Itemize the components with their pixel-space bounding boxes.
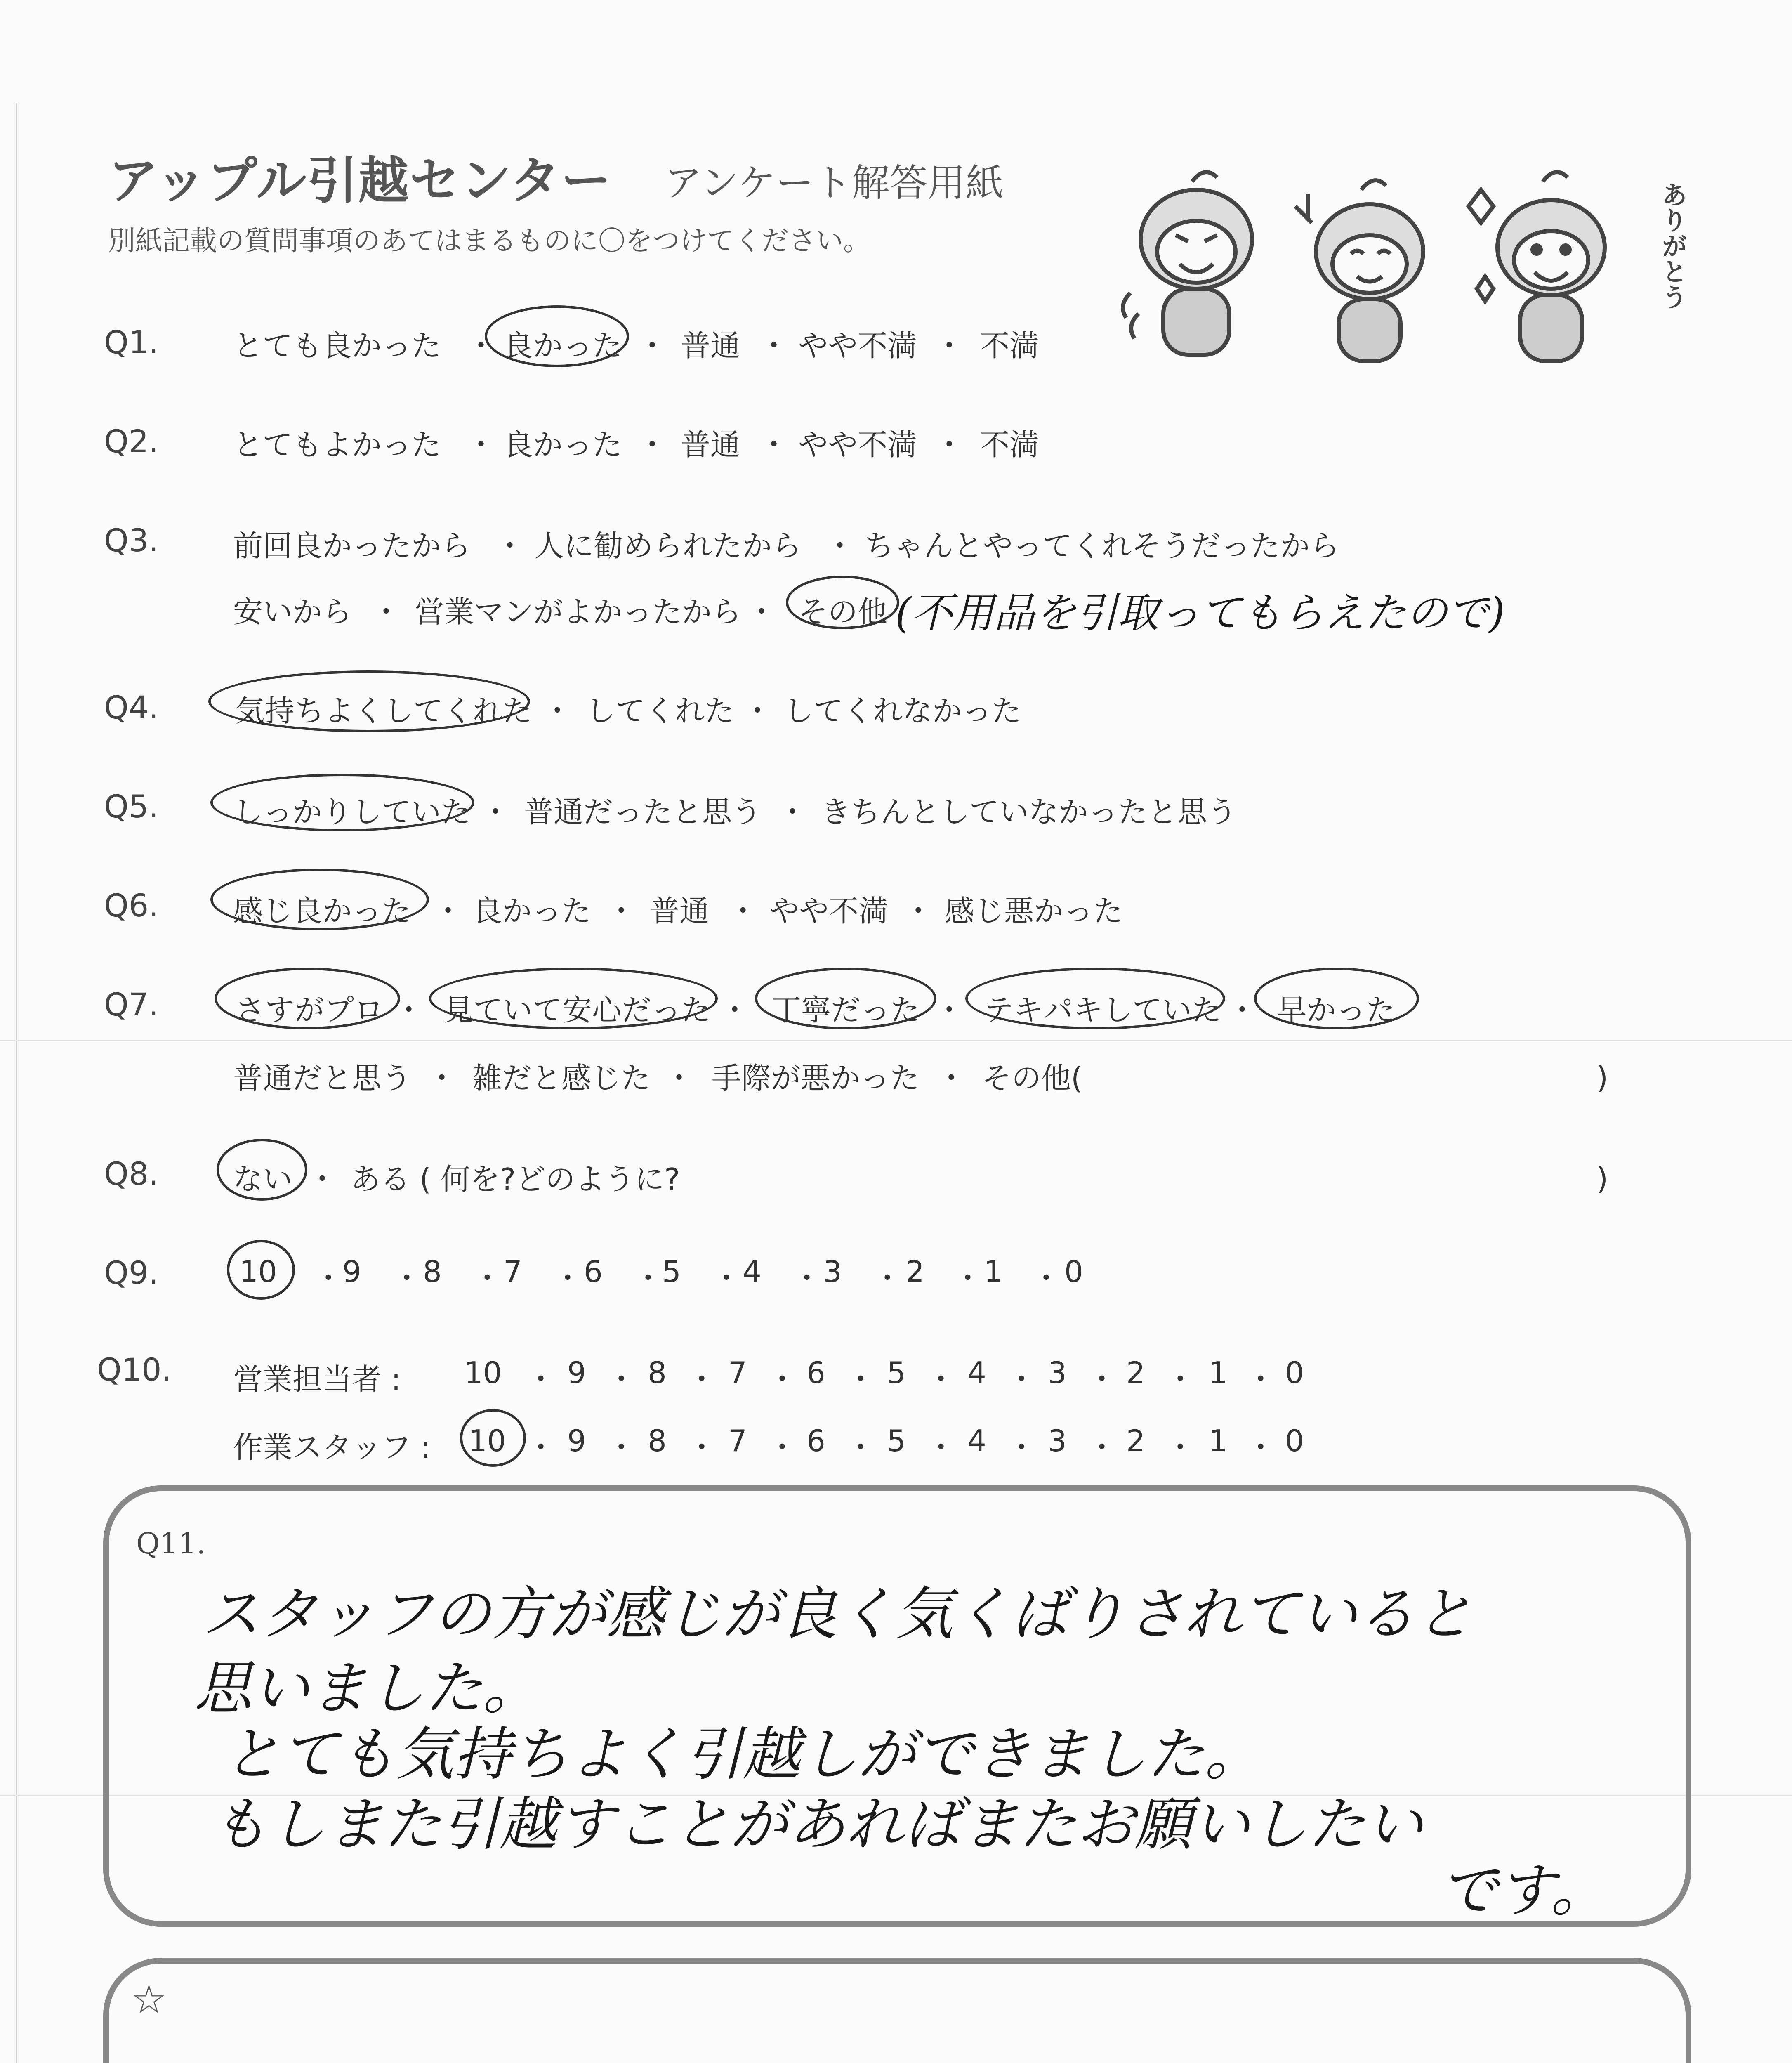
q10-staff-label: 作業スタッフ : — [233, 1430, 431, 1465]
separator-dot: ・ — [466, 427, 496, 462]
q9-scale-value: 6 — [584, 1254, 603, 1289]
q1-label: Q1. — [104, 324, 159, 361]
separator-dot: ・ — [472, 1261, 502, 1296]
selection-circle — [786, 576, 899, 629]
q10-sales-value: 2 — [1126, 1355, 1145, 1390]
scan-edge — [16, 103, 17, 2063]
q9-scale-value: 2 — [905, 1254, 924, 1289]
q4-option: 気持ちよくしてくれた — [235, 694, 533, 728]
fold-line — [0, 1040, 1792, 1041]
separator-dot: ・ — [495, 529, 525, 563]
q10-staff-value: 6 — [806, 1423, 825, 1458]
instruction-text: 別紙記載の質問事項のあてはまるものに〇をつけてください。 — [108, 225, 870, 257]
arigatou-text: ありがとう — [1658, 182, 1688, 309]
separator-dot: ・ — [1031, 1261, 1061, 1296]
q7-option: 雑だと感じた — [472, 1061, 651, 1095]
selection-circle — [215, 968, 400, 1029]
q11-handwritten-line: とても気持ちよく引越しができました。 — [223, 1721, 1263, 1788]
selection-circle — [1254, 968, 1419, 1029]
q8-close-paren: ) — [1596, 1161, 1608, 1196]
selection-circle — [217, 1139, 307, 1201]
q3-other-handwritten: (不用品を引取ってもらえたので) — [895, 589, 1505, 637]
q10-staff-value: 9 — [567, 1423, 586, 1458]
separator-dot: ・ — [637, 427, 667, 462]
q6-option: 良かった — [472, 894, 592, 928]
q1-option: やや不満 — [798, 328, 917, 363]
separator-dot: ・ — [934, 328, 964, 363]
q4-label: Q4. — [104, 689, 159, 726]
q1-option: 不満 — [980, 328, 1040, 363]
q8-label: Q8. — [104, 1155, 159, 1192]
q3-label: Q3. — [104, 522, 159, 559]
q9-scale-value: 0 — [1064, 1254, 1083, 1289]
separator-dot: ・ — [637, 328, 667, 363]
q10-staff-value: 0 — [1285, 1423, 1304, 1458]
separator-dot: ・ — [553, 1261, 583, 1296]
q3-option: 人に勧められたから — [534, 529, 802, 563]
separator-dot: ・ — [872, 1261, 903, 1296]
q11-handwritten-line: もしまた引越すことがあればまたお願いしたい — [210, 1791, 1424, 1858]
q10-label: Q10. — [97, 1351, 172, 1388]
q10-staff-value: 4 — [967, 1423, 986, 1458]
separator-dot: ・ — [926, 1430, 956, 1465]
q6-option: 感じ良かった — [233, 894, 412, 928]
separator-dot: ・ — [743, 694, 773, 728]
q7-option: 普通だと思う — [233, 1061, 412, 1095]
separator-dot: ・ — [606, 1362, 637, 1397]
q7-option: 丁寧だった — [771, 993, 920, 1027]
q7-label: Q7. — [104, 986, 159, 1023]
separator-dot: ・ — [664, 1061, 694, 1095]
separator-dot: ・ — [371, 595, 401, 629]
separator-dot: ・ — [526, 1430, 556, 1465]
q3-option: その他 — [798, 595, 888, 629]
free-comment-box — [103, 1958, 1691, 2063]
q9-scale-value: 5 — [662, 1254, 681, 1289]
monkey-mascots-illustration — [1114, 157, 1691, 388]
separator-dot: ・ — [1246, 1430, 1276, 1465]
q7-option: さすがプロ — [235, 993, 384, 1027]
separator-dot: ・ — [481, 795, 511, 829]
separator-dot: ・ — [466, 328, 496, 363]
separator-dot: ・ — [687, 1362, 717, 1397]
monkey-icon — [1123, 172, 1252, 355]
selection-circle — [485, 305, 629, 367]
monkey-icon — [1469, 172, 1605, 361]
q3-option: ちゃんとやってくれそうだったから — [864, 529, 1340, 563]
separator-dot: ・ — [825, 529, 855, 563]
q1-option: とても良かった — [233, 328, 441, 363]
q10-sales-value: 7 — [728, 1355, 747, 1390]
q4-option: してくれた — [586, 694, 735, 728]
q10-staff-value: 3 — [1048, 1423, 1067, 1458]
q10-staff-value: 2 — [1126, 1423, 1145, 1458]
separator-dot: ・ — [712, 1261, 742, 1296]
form-subtitle: アンケート解答用紙 — [664, 161, 1004, 205]
selection-circle — [208, 670, 533, 732]
q6-option: やや不満 — [769, 894, 889, 928]
q11-label: Q11. — [136, 1527, 206, 1560]
separator-dot: ・ — [846, 1362, 876, 1397]
separator-dot: ・ — [767, 1362, 797, 1397]
q10-sales-value: 5 — [887, 1355, 906, 1390]
separator-dot: ・ — [433, 894, 463, 928]
separator-dot: ・ — [392, 1261, 422, 1296]
separator-dot: ・ — [1165, 1362, 1195, 1397]
q2-option: やや不満 — [798, 427, 917, 462]
separator-dot: ・ — [778, 795, 808, 829]
separator-dot: ・ — [936, 1061, 967, 1095]
separator-dot: ・ — [934, 993, 964, 1027]
q3-option: 前回良かったから — [233, 529, 471, 563]
separator-dot: ・ — [526, 1362, 556, 1397]
q7-close-paren: ) — [1596, 1060, 1608, 1095]
q7-option: 見ていて安心だった — [443, 993, 711, 1027]
separator-dot: ・ — [633, 1261, 663, 1296]
separator-dot: ・ — [314, 1261, 344, 1296]
separator-dot: ・ — [1165, 1430, 1195, 1465]
q10-sales-value: 6 — [806, 1355, 825, 1390]
q10-sales-value: 1 — [1209, 1355, 1228, 1390]
separator-dot: ・ — [1246, 1362, 1276, 1397]
star-icon: ☆ — [131, 1976, 167, 2023]
q9-scale-value: 4 — [743, 1254, 762, 1289]
separator-dot: ・ — [903, 894, 934, 928]
separator-dot: ・ — [1227, 993, 1257, 1027]
selection-circle — [755, 968, 936, 1029]
separator-dot: ・ — [759, 328, 789, 363]
selection-circle — [429, 968, 718, 1029]
q3-option: 安いから — [233, 595, 352, 629]
q6-option: 感じ悪かった — [945, 894, 1123, 928]
q9-scale-value: 9 — [342, 1254, 361, 1289]
q10-staff-value: 10 — [468, 1423, 506, 1458]
q4-option: してくれなかった — [784, 694, 1022, 728]
selection-circle — [965, 968, 1225, 1029]
q7-option: 早かった — [1277, 993, 1396, 1027]
q11-handwritten-line: 思いました。 — [194, 1655, 541, 1722]
separator-dot: ・ — [394, 993, 424, 1027]
separator-dot: ・ — [747, 595, 777, 629]
q10-staff-value: 5 — [887, 1423, 906, 1458]
separator-dot: ・ — [427, 1061, 457, 1095]
separator-dot: ・ — [767, 1430, 797, 1465]
separator-dot: ・ — [307, 1162, 337, 1197]
q2-label: Q2. — [104, 423, 159, 460]
separator-dot: ・ — [1007, 1362, 1037, 1397]
q10-sales-value: 10 — [464, 1355, 502, 1390]
separator-dot: ・ — [606, 1430, 637, 1465]
q2-option: 不満 — [980, 427, 1040, 462]
q10-sales-label: 営業担当者 : — [233, 1362, 401, 1397]
selection-circle — [210, 869, 429, 930]
q1-option: 良かった — [503, 328, 622, 363]
q3-option: 営業マンがよかったから — [415, 595, 742, 629]
q8-option: ない — [233, 1162, 293, 1197]
separator-dot: ・ — [953, 1261, 983, 1296]
q10-sales-value: 8 — [648, 1355, 667, 1390]
q1-option: 普通 — [681, 328, 740, 363]
q10-sales-value: 0 — [1285, 1355, 1304, 1390]
separator-dot: ・ — [846, 1430, 876, 1465]
q10-staff-value: 1 — [1209, 1423, 1228, 1458]
q8-option: ある ( 何を?どのように? — [351, 1162, 680, 1197]
q11-handwritten-line: スタッフの方が感じが良く気くばりされていると — [202, 1581, 1473, 1648]
q5-option: きちんとしていなかったと思う — [821, 795, 1237, 829]
separator-dot: ・ — [720, 993, 750, 1027]
q6-label: Q6. — [104, 887, 159, 924]
separator-dot: ・ — [606, 894, 637, 928]
q7-option: その他( — [982, 1061, 1083, 1095]
q5-option: しっかりしていた — [233, 795, 471, 829]
q2-option: 普通 — [681, 427, 740, 462]
q9-scale-value: 8 — [423, 1254, 442, 1289]
q9-scale-value: 10 — [239, 1254, 277, 1289]
q9-scale-value: 3 — [823, 1254, 842, 1289]
q2-option: とてもよかった — [233, 427, 441, 462]
q9-scale-value: 7 — [503, 1254, 522, 1289]
q9-label: Q9. — [104, 1254, 159, 1291]
q7-option: テキパキしていた — [984, 993, 1222, 1027]
separator-dot: ・ — [926, 1362, 956, 1397]
separator-dot: ・ — [934, 427, 964, 462]
q7-option: 手際が悪かった — [712, 1061, 920, 1095]
company-title: アップル引越センター — [108, 151, 612, 210]
q5-label: Q5. — [104, 788, 159, 825]
q9-scale-value: 1 — [984, 1254, 1003, 1289]
q11-handwritten-line: です。 — [1440, 1857, 1608, 1924]
q10-sales-value: 4 — [967, 1355, 986, 1390]
separator-dot: ・ — [542, 694, 573, 728]
q10-sales-value: 3 — [1048, 1355, 1067, 1390]
separator-dot: ・ — [687, 1430, 717, 1465]
q2-option: 良かった — [503, 427, 622, 462]
q10-staff-value: 7 — [728, 1423, 747, 1458]
separator-dot: ・ — [759, 427, 789, 462]
separator-dot: ・ — [728, 894, 758, 928]
separator-dot: ・ — [1087, 1362, 1117, 1397]
separator-dot: ・ — [1087, 1430, 1117, 1465]
separator-dot: ・ — [1007, 1430, 1037, 1465]
q5-option: 普通だったと思う — [524, 795, 762, 829]
q10-staff-value: 8 — [648, 1423, 667, 1458]
monkey-icon — [1295, 180, 1423, 361]
selection-circle — [210, 774, 474, 831]
q6-option: 普通 — [650, 894, 710, 928]
separator-dot: ・ — [792, 1261, 822, 1296]
q10-sales-value: 9 — [567, 1355, 586, 1390]
